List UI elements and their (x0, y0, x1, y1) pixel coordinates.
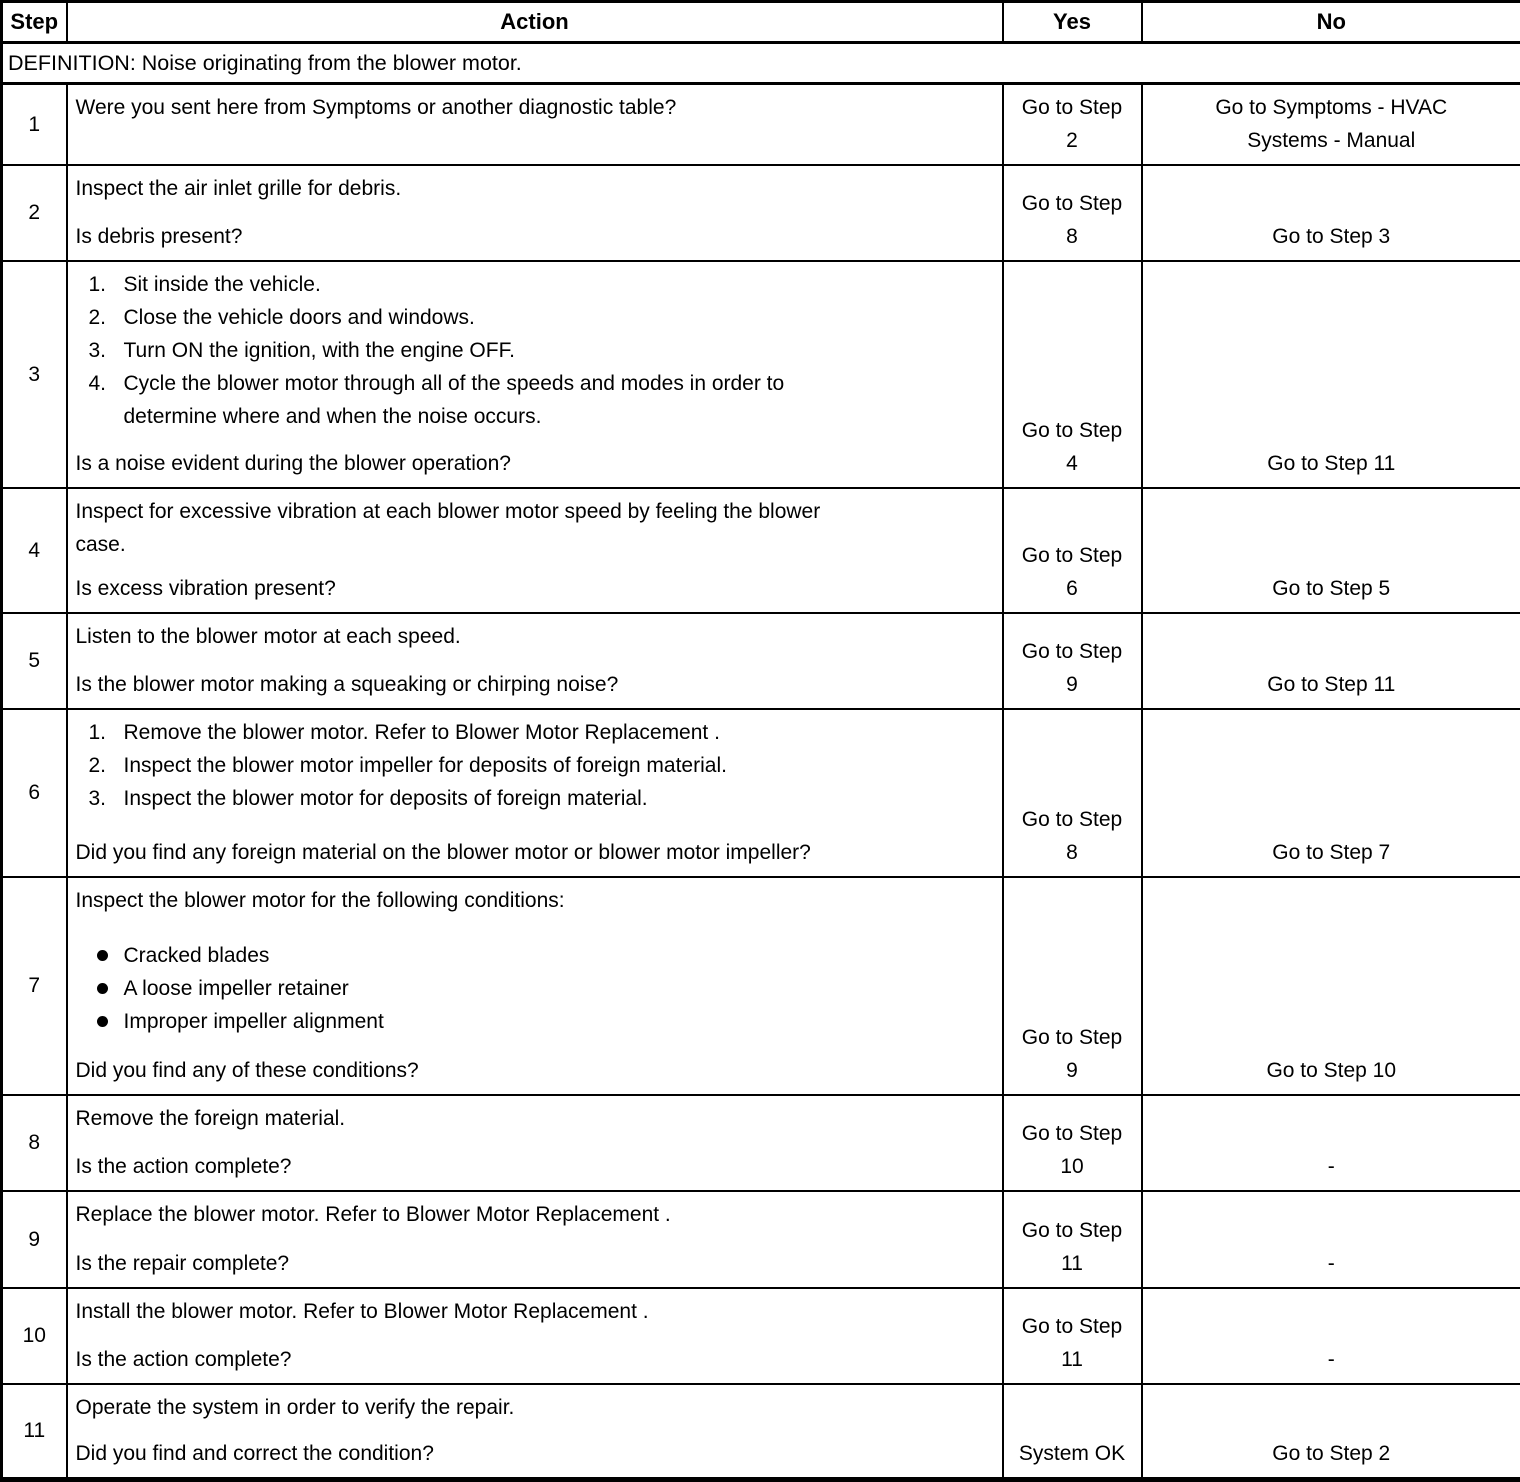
action-intro-line: Replace the blower motor. Refer to Blower Motor Replacement . (76, 1198, 992, 1231)
list-item (89, 334, 992, 367)
action-cell (67, 1191, 1003, 1288)
list-item-line: Close the vehicle doors and windows. (124, 301, 992, 334)
col-header-yes: Yes (1003, 2, 1142, 43)
no-value: Go to Step 10 (1181, 1054, 1481, 1087)
action-intro-line: Remove the foreign material. (76, 1102, 992, 1135)
no-value: Go to Step 2 (1181, 1437, 1481, 1470)
list-number: 4. (89, 367, 124, 433)
no-value: - (1181, 1150, 1481, 1183)
list-item-line: Improper impeller alignment (124, 1005, 992, 1038)
list-item-text (124, 301, 992, 334)
list-item-line: Cracked blades (124, 939, 992, 972)
yes-value: Go to Step 6 (1016, 539, 1129, 605)
no-cell (1142, 261, 1520, 488)
list-item-line: determine where and when the noise occurs. (124, 400, 992, 433)
no-value: - (1181, 1247, 1481, 1280)
action-cell (67, 1288, 1003, 1384)
no-cell (1142, 613, 1520, 709)
step-number: 2 (2, 165, 67, 261)
yes-value: Go to Step 2 (1016, 91, 1129, 157)
action-cell (67, 261, 1003, 488)
list-item-line: Remove the blower motor. Refer to Blower Motor Replacement . (124, 716, 992, 749)
yes-value: Go to Step 11 (1016, 1310, 1129, 1376)
yes-value: Go to Step 8 (1016, 187, 1129, 253)
no-cell (1142, 1288, 1520, 1384)
list-item-text (124, 749, 992, 782)
yes-value: System OK (1016, 1437, 1129, 1470)
no-cell (1142, 877, 1520, 1095)
step-row-9 (2, 1191, 1520, 1288)
yes-cell (1003, 165, 1142, 261)
no-cell (1142, 84, 1520, 166)
no-value: Go to Step 5 (1181, 572, 1481, 605)
list-item-line: Turn ON the ignition, with the engine OFF. (124, 334, 992, 367)
action-cell (67, 1384, 1003, 1479)
action-intro-line: Inspect the blower motor for the following conditions: (76, 884, 992, 917)
col-header-action: Action (67, 2, 1003, 43)
list-item (89, 1005, 992, 1038)
action-intro-line: Inspect for excessive vibration at each blower motor speed by feeling the blower (76, 495, 992, 528)
yes-cell (1003, 1191, 1142, 1288)
list-item (89, 749, 992, 782)
list-number: 2. (89, 749, 124, 782)
bulleted-list (76, 939, 992, 1038)
table-body (2, 43, 1520, 1480)
list-item (89, 367, 992, 433)
bullet-icon (89, 972, 124, 1005)
action-question: Is the repair complete? (76, 1247, 992, 1280)
list-item (89, 268, 992, 301)
no-value: Go to Step 11 (1181, 447, 1481, 480)
step-row-4 (2, 488, 1520, 613)
action-question: Is a noise evident during the blower operation? (76, 447, 992, 480)
no-cell (1142, 1191, 1520, 1288)
action-question: Did you find any foreign material on the blower motor or blower motor impeller? (76, 836, 992, 869)
list-item-text (124, 268, 992, 301)
step-number: 4 (2, 488, 67, 613)
list-item-line: A loose impeller retainer (124, 972, 992, 1005)
bullet-dot (97, 1016, 108, 1027)
step-number: 3 (2, 261, 67, 488)
list-number: 1. (89, 716, 124, 749)
action-question: Did you find any of these conditions? (76, 1054, 992, 1087)
list-item (89, 972, 992, 1005)
step-row-5 (2, 613, 1520, 709)
action-intro-line: Inspect the air inlet grille for debris. (76, 172, 992, 205)
yes-value: Go to Step 11 (1016, 1214, 1129, 1280)
list-number: 2. (89, 301, 124, 334)
action-cell (67, 709, 1003, 877)
no-cell (1142, 488, 1520, 613)
no-cell (1142, 1384, 1520, 1479)
step-row-2 (2, 165, 1520, 261)
no-value: - (1181, 1343, 1481, 1376)
yes-value: Go to Step 10 (1016, 1117, 1129, 1183)
action-cell (67, 613, 1003, 709)
no-value: Go to Step 11 (1181, 668, 1481, 701)
no-cell (1142, 1095, 1520, 1191)
no-value: Go to Step 7 (1181, 836, 1481, 869)
step-number: 1 (2, 84, 67, 166)
list-item-line: Sit inside the vehicle. (124, 268, 992, 301)
yes-cell (1003, 1095, 1142, 1191)
no-value: Go to Symptoms - HVAC Systems - Manual (1181, 91, 1481, 157)
definition-text: DEFINITION: Noise originating from the blower motor. (2, 43, 1520, 84)
action-cell (67, 877, 1003, 1095)
list-item-line: Inspect the blower motor for deposits of foreign material. (124, 782, 992, 815)
action-question: Is the action complete? (76, 1150, 992, 1183)
yes-value: Go to Step 9 (1016, 635, 1129, 701)
action-cell (67, 165, 1003, 261)
step-number: 5 (2, 613, 67, 709)
list-item-text (124, 367, 992, 433)
list-item (89, 939, 992, 972)
list-item (89, 301, 992, 334)
col-header-step: Step (2, 2, 67, 43)
step-row-6 (2, 709, 1520, 877)
action-question: Did you find and correct the condition? (76, 1437, 992, 1470)
step-row-10 (2, 1288, 1520, 1384)
step-number: 11 (2, 1384, 67, 1479)
list-item-line: Cycle the blower motor through all of the speeds and modes in order to (124, 367, 992, 400)
bullet-icon (89, 939, 124, 972)
yes-value: Go to Step 8 (1016, 803, 1129, 869)
step-number: 6 (2, 709, 67, 877)
action-cell (67, 1095, 1003, 1191)
step-number: 8 (2, 1095, 67, 1191)
yes-value: Go to Step 4 (1016, 414, 1129, 480)
yes-cell (1003, 84, 1142, 166)
step-number: 10 (2, 1288, 67, 1384)
list-item-text (124, 334, 992, 367)
numbered-list (76, 716, 992, 815)
numbered-list (76, 268, 992, 433)
step-number: 9 (2, 1191, 67, 1288)
no-cell (1142, 165, 1520, 261)
yes-value: Go to Step 9 (1016, 1021, 1129, 1087)
list-item-text (124, 972, 992, 1005)
yes-cell (1003, 709, 1142, 877)
bullet-icon (89, 1005, 124, 1038)
action-intro-line: Listen to the blower motor at each speed. (76, 620, 992, 653)
no-cell (1142, 709, 1520, 877)
yes-cell (1003, 1384, 1142, 1479)
yes-cell (1003, 877, 1142, 1095)
action-question: Is debris present? (76, 220, 992, 253)
list-number: 3. (89, 334, 124, 367)
list-item-line: Inspect the blower motor impeller for deposits of foreign material. (124, 749, 992, 782)
list-item (89, 782, 992, 815)
list-number: 3. (89, 782, 124, 815)
action-intro-line: Install the blower motor. Refer to Blower Motor Replacement . (76, 1295, 992, 1328)
action-question: Is the action complete? (76, 1343, 992, 1376)
list-number: 1. (89, 268, 124, 301)
action-question: Is the blower motor making a squeaking or chirping noise? (76, 668, 992, 701)
step-row-3 (2, 261, 1520, 488)
action-cell (67, 84, 1003, 166)
header-row (2, 2, 1520, 43)
list-item (89, 716, 992, 749)
step-row-8 (2, 1095, 1520, 1191)
action-intro-line: case. (76, 528, 992, 561)
step-number: 7 (2, 877, 67, 1095)
yes-cell (1003, 1288, 1142, 1384)
yes-cell (1003, 613, 1142, 709)
step-row-11 (2, 1384, 1520, 1479)
step-row-1 (2, 84, 1520, 166)
list-item-text (124, 1005, 992, 1038)
step-row-7 (2, 877, 1520, 1095)
yes-cell (1003, 261, 1142, 488)
list-item-text (124, 939, 992, 972)
list-item-text (124, 782, 992, 815)
action-intro-line: Operate the system in order to verify the repair. (76, 1391, 992, 1424)
table-header (2, 2, 1520, 43)
col-header-no: No (1142, 2, 1520, 43)
no-value: Go to Step 3 (1181, 220, 1481, 253)
bullet-dot (97, 950, 108, 961)
yes-cell (1003, 488, 1142, 613)
list-item-text (124, 716, 992, 749)
bullet-dot (97, 983, 108, 994)
definition-row (2, 43, 1520, 84)
action-cell (67, 488, 1003, 613)
action-question: Is excess vibration present? (76, 572, 992, 605)
action-intro-line: Were you sent here from Symptoms or another diagnostic table? (76, 91, 992, 124)
